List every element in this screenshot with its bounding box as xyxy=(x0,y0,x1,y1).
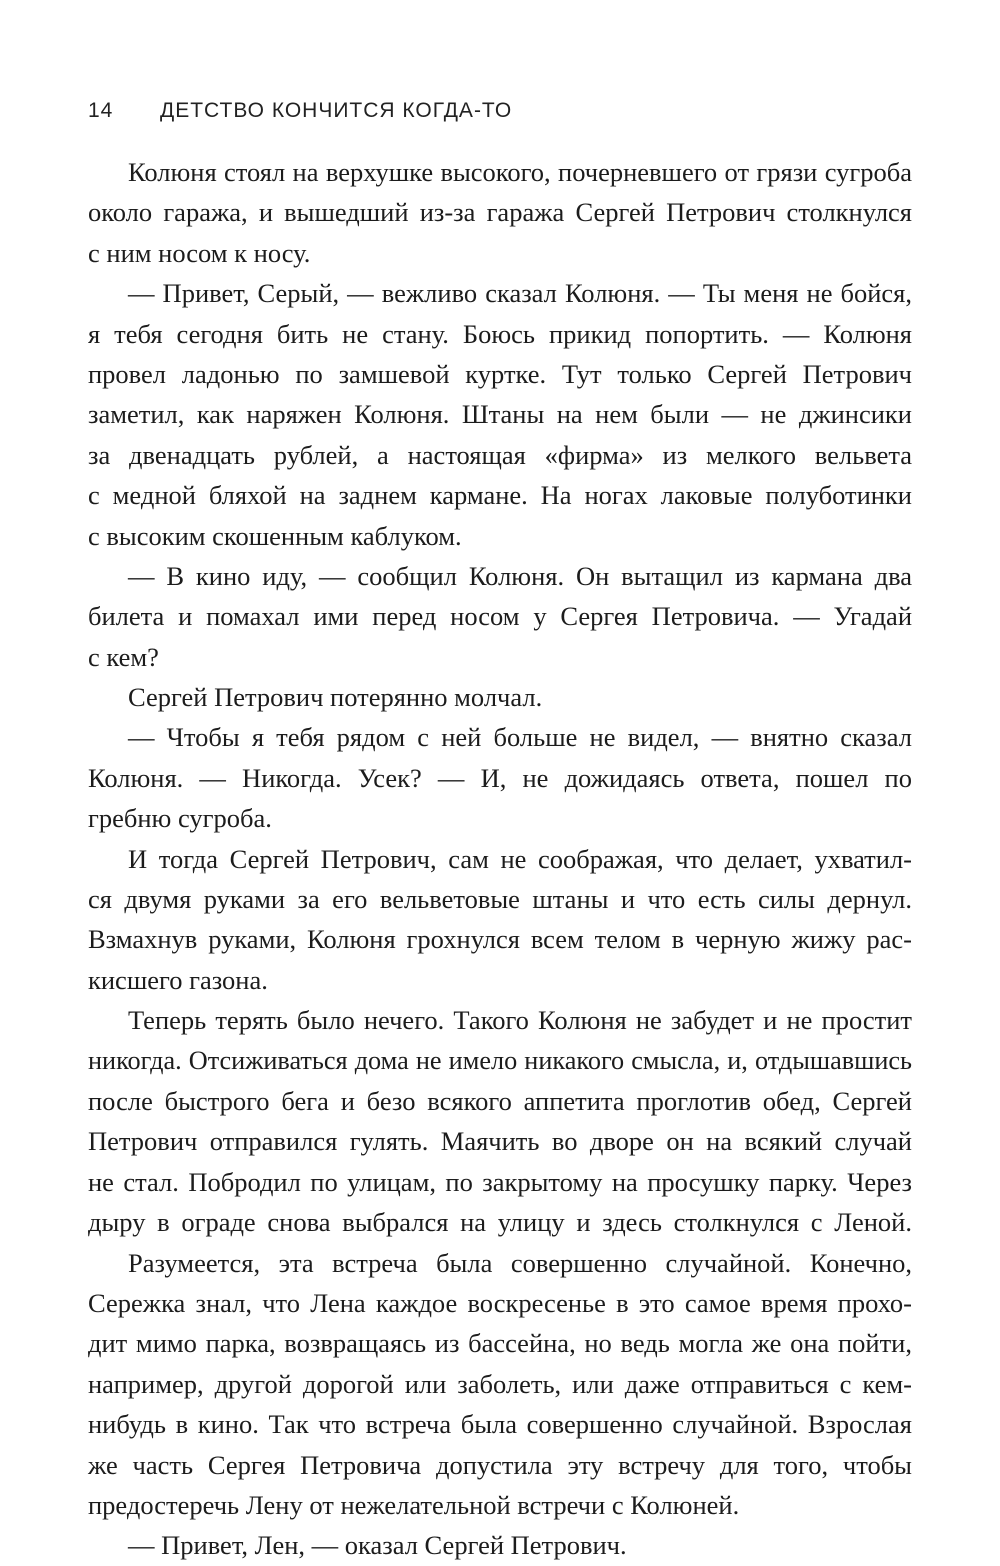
text-line: Сергей Петрович потерянно молчал. xyxy=(128,682,543,713)
text-line: заметил, как наряжен Колюня. Штаны на нем были — не джинсики xyxy=(88,399,912,430)
running-head xyxy=(88,99,512,123)
text-line: Сережка знал, что Лена каждое воскресенье в это самое время прохо- xyxy=(88,1287,912,1318)
page-number: 14 xyxy=(88,99,114,122)
text-line: никогда. Отсиживаться дома не имело никакого смысла, и, отдышавшись xyxy=(88,1045,912,1075)
text-line: за двенадцать рублей, а настоящая «фирма» из мелкого вельвета xyxy=(88,439,912,470)
text-line: — В кино иду, — сообщил Колюня. Он вытащил из кармана два xyxy=(128,560,912,591)
text-line: дит мимо парка, возвращаясь из бассейна, но ведь могла же она пойти, xyxy=(88,1328,912,1359)
text-line: предостеречь Лену от нежелательной встречи с Колюней. xyxy=(88,1489,740,1520)
text-line: кисшего газона. xyxy=(88,964,268,995)
text-line: — Чтобы я тебя рядом с ней больше не видел, — внятно сказал xyxy=(128,722,912,753)
text-line: — Привет, Серый, — вежливо сказал Колюня. — Ты меня не бойся, xyxy=(128,278,912,309)
text-line: гребню сугроба. xyxy=(88,803,272,834)
text-line: Теперь терять было нечего. Такого Колюня не забудет и не простит xyxy=(128,1005,912,1036)
text-line: не стал. Побродил по улицам, по закрытому на просушку парку. Через xyxy=(88,1166,912,1197)
text-line: нибудь в кино. Так что встреча была совершенно случайной. Взрослая xyxy=(88,1409,912,1440)
text-line: ся двумя руками за его вельветовые штаны и что есть силы дернул. xyxy=(88,884,912,915)
text-line: с медной бляхой на заднем кармане. На ногах лаковые полуботинки xyxy=(88,480,912,511)
text-line: около гаража, и вышедший из-за гаража Сергей Петрович столкнулся xyxy=(88,197,912,228)
running-title: ДЕТСТВО КОНЧИТСЯ КОГДА-ТО xyxy=(160,99,513,122)
text-line: я тебя сегодня бить не стану. Боюсь прикид попортить. — Колюня xyxy=(88,318,912,349)
text-line: Взмахнув руками, Колюня грохнулся всем телом в черную жижу рас- xyxy=(88,924,912,955)
text-line: Колюня стоял на верхушке высокого, почерневшего от грязи сугроба xyxy=(128,157,912,187)
text-line: с ним носом к носу. xyxy=(88,237,311,268)
text-line: Разумеется, эта встреча была совершенно случайной. Конечно, xyxy=(128,1247,912,1278)
body-text xyxy=(88,152,912,1566)
text-line: И тогда Сергей Петрович, сам не соображая, что делает, ухватил- xyxy=(128,843,912,874)
text-line: например, другой дорогой или заболеть, или даже отправиться с кем- xyxy=(88,1368,912,1399)
text-line: после быстрого бега и безо всякого аппетита проглотив обед, Сергей xyxy=(88,1085,912,1116)
text-line: дыру в ограде снова выбрался на улицу и здесь столкнулся с Леной. xyxy=(88,1207,912,1238)
text-line: с кем? xyxy=(88,641,159,672)
text-line: Колюня. — Никогда. Усек? — И, не дожидаясь ответа, пошел по xyxy=(88,762,912,793)
text-line: с высоким скошенным каблуком. xyxy=(88,520,462,551)
text-line: билета и помахал ими перед носом у Сергея Петровича. — Угадай xyxy=(88,601,912,632)
text-line: Петрович отправился гулять. Маячить во дворе он на всякий случай xyxy=(88,1126,912,1157)
text-line: же часть Сергея Петровича допустила эту встречу для того, чтобы xyxy=(88,1449,912,1480)
text-line: провел ладонью по замшевой куртке. Тут только Сергей Петрович xyxy=(88,358,912,389)
text-line: — Привет, Лен, — оказал Сергей Петрович. xyxy=(128,1530,627,1561)
